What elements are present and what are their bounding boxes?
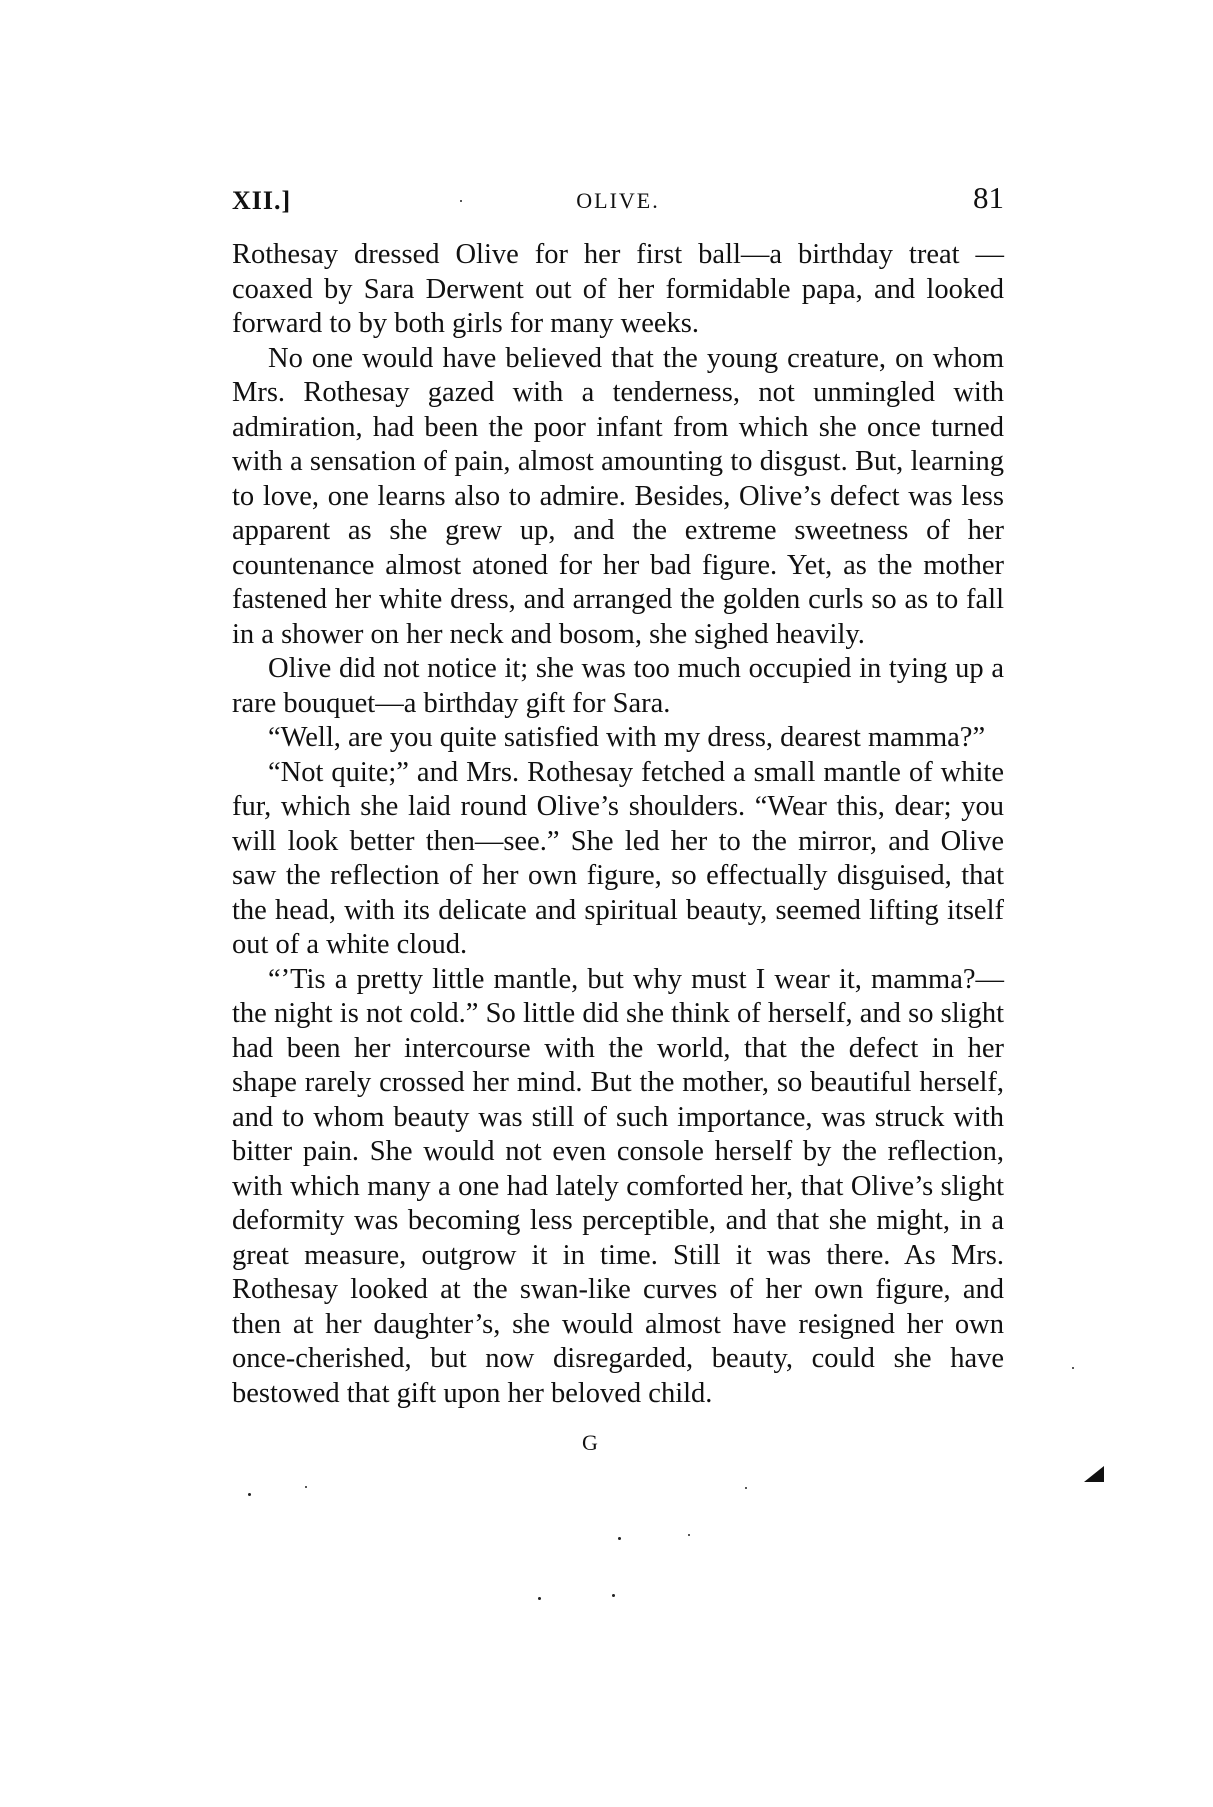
scan-speck — [538, 1597, 541, 1600]
scan-speck — [612, 1594, 615, 1597]
scan-speck — [618, 1537, 621, 1540]
signature-mark: G — [582, 1430, 599, 1455]
scan-speck — [1072, 1367, 1074, 1369]
paragraph: “’Tis a pretty little mantle, but why must I wear it, mamma?—the night is not cold.” So little did she think of herself, and so slight had been her intercourse with the world, that the defect in her shape rarely crossed her mind. But the mother, so beautiful herself, and to whom beauty was still of such importance, was struck with bitter pain. She would not even console herself by the reflection, with which many a one had lately comforted her, that Olive’s slight deformity was becoming less perceptible, and that she might, in a great measure, outgrow it in time. Still it was there. As Mrs. Rothesay looked at the swan-like curves of her own figure, and then at her daughter’s, she would almost have resigned her own once-cherished, but now disregarded, beauty, could she have bestowed that gift upon her beloved child. — [232, 963, 1004, 1409]
scan-speck — [688, 1534, 690, 1536]
paragraph: “Not quite;” and Mrs. Rothesay fetched a small mantle of white fur, which she laid round Olive’s shoulders. “Wear this, dear; you will look better then—see.” She led her to the mirror, and Olive saw the reflection of her own figure, so effectually disguised, that the head, with its delicate and spiritual beauty, seemed lifting itself out of a white cloud. — [232, 756, 1004, 960]
scan-speck — [745, 1487, 747, 1489]
running-header — [232, 180, 1004, 220]
paragraph: “Well, are you quite satisfied with my dress, dearest mamma?” — [268, 722, 986, 753]
scan-speck — [305, 1486, 307, 1488]
chapter-label: XII.] — [232, 186, 292, 215]
page-number: 81 — [973, 180, 1004, 215]
running-title: OLIVE. — [576, 188, 660, 213]
paragraph: Olive did not notice it; she was too much occupied in tying up a rare bouquet—a birthday gift for Sara. — [232, 653, 1004, 719]
scan-speck — [460, 200, 462, 202]
body-text — [232, 238, 1004, 1411]
scan-corner-mark — [1084, 1466, 1104, 1482]
paragraph: Rothesay dressed Olive for her first ball—a birthday treat —coaxed by Sara Derwent out of her formidable papa, and looked forward to by both girls for many weeks. — [232, 239, 1004, 339]
scan-speck — [248, 1493, 251, 1496]
paragraph: No one would have believed that the young creature, on whom Mrs. Rothesay gazed with a tenderness, not unmingled with admiration, had been the poor infant from which she once turned with a sensation of pain, almost amounting to disgust. But, learning to love, one learns also to admire. Besides, Olive’s defect was less apparent as she grew up, and the extreme sweetness of her countenance almost atoned for her bad figure. Yet, as the mother fastened her white dress, and arranged the golden curls so as to fall in a shower on her neck and bosom, she sighed heavily. — [232, 342, 1004, 650]
